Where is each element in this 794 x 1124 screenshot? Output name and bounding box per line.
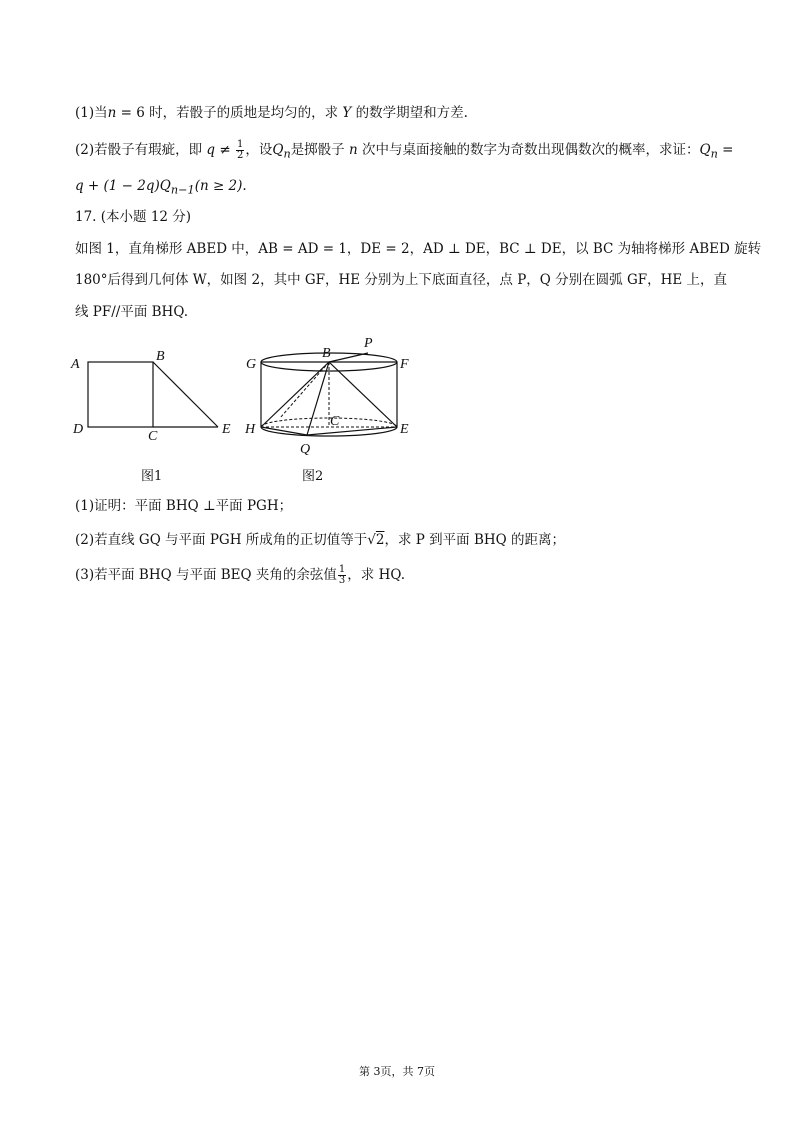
subquestion-2: (2)若骰子有瑕疵，即 q ≠ $\frac{1}{2}$ ，设$Q_n$是掷骰子 n 次中与桌面接触的数字为奇数出现偶数次的概率，求证：$Q_n$ =: [75, 139, 734, 161]
question-17-line-3: 线 PF//平面 BHQ.: [75, 304, 189, 320]
label-F: F: [400, 357, 409, 372]
label-Q: Q: [300, 442, 311, 457]
page-footer: 第 3页，共 7页: [359, 1065, 435, 1078]
label-C: C: [148, 429, 158, 440]
figure-1-trapezoid: [68, 340, 243, 444]
label-B: B: [156, 349, 165, 364]
question-17-line-2: 180°后得到几何体 W，如图 2，其中 GF，HE 分别为上下底面直径，点 P，Q 分别在圆弧 GF，HE 上，直: [75, 272, 728, 288]
part-2: (2)若直线 GQ 与平面 PGH 所成角的正切值等于√2，求 P 到平面 BHQ 的距离；: [75, 532, 565, 548]
fraction-one-third: $\frac{1}{3}$: [338, 564, 346, 586]
label-G: G: [246, 357, 257, 372]
subquestion-1: (1)当n = 6 时，若骰子的质地是均匀的，求 Y 的数学期望和方差.: [75, 105, 468, 121]
figure-2-solid: [240, 330, 415, 464]
fraction-one-half: $\frac{1}{2}$: [236, 139, 244, 161]
label-E: E: [222, 422, 231, 437]
part-3: (3)若平面 BHQ 与平面 BEQ 夹角的余弦值 $\frac{1}{3}$ ，求 HQ.: [75, 564, 406, 586]
label-E2: E: [400, 422, 409, 437]
label-B2: B: [322, 346, 331, 361]
question-17-line-1: 如图 1，直角梯形 ABED 中，AB = AD = 1，DE = 2，AD ⊥ DE，BC ⊥ DE，以 BC 为轴将梯形 ABED 旋转: [75, 241, 762, 257]
label-A: A: [71, 357, 80, 372]
subquestion-2-continued: $q + (1 - 2q)Q_{n-1}(n \ge 2)$.: [75, 178, 247, 197]
label-C2: C: [330, 414, 340, 429]
label-P: P: [364, 336, 373, 351]
figure-2-caption: 图2: [302, 469, 324, 484]
label-D: D: [73, 422, 84, 437]
label-H: H: [245, 422, 256, 437]
question-17-title: 17. (本小题 12 分): [75, 209, 192, 225]
figure-1-caption: 图1: [141, 469, 163, 484]
part-1: (1)证明：平面 BHQ ⊥平面 PGH；: [75, 498, 293, 514]
